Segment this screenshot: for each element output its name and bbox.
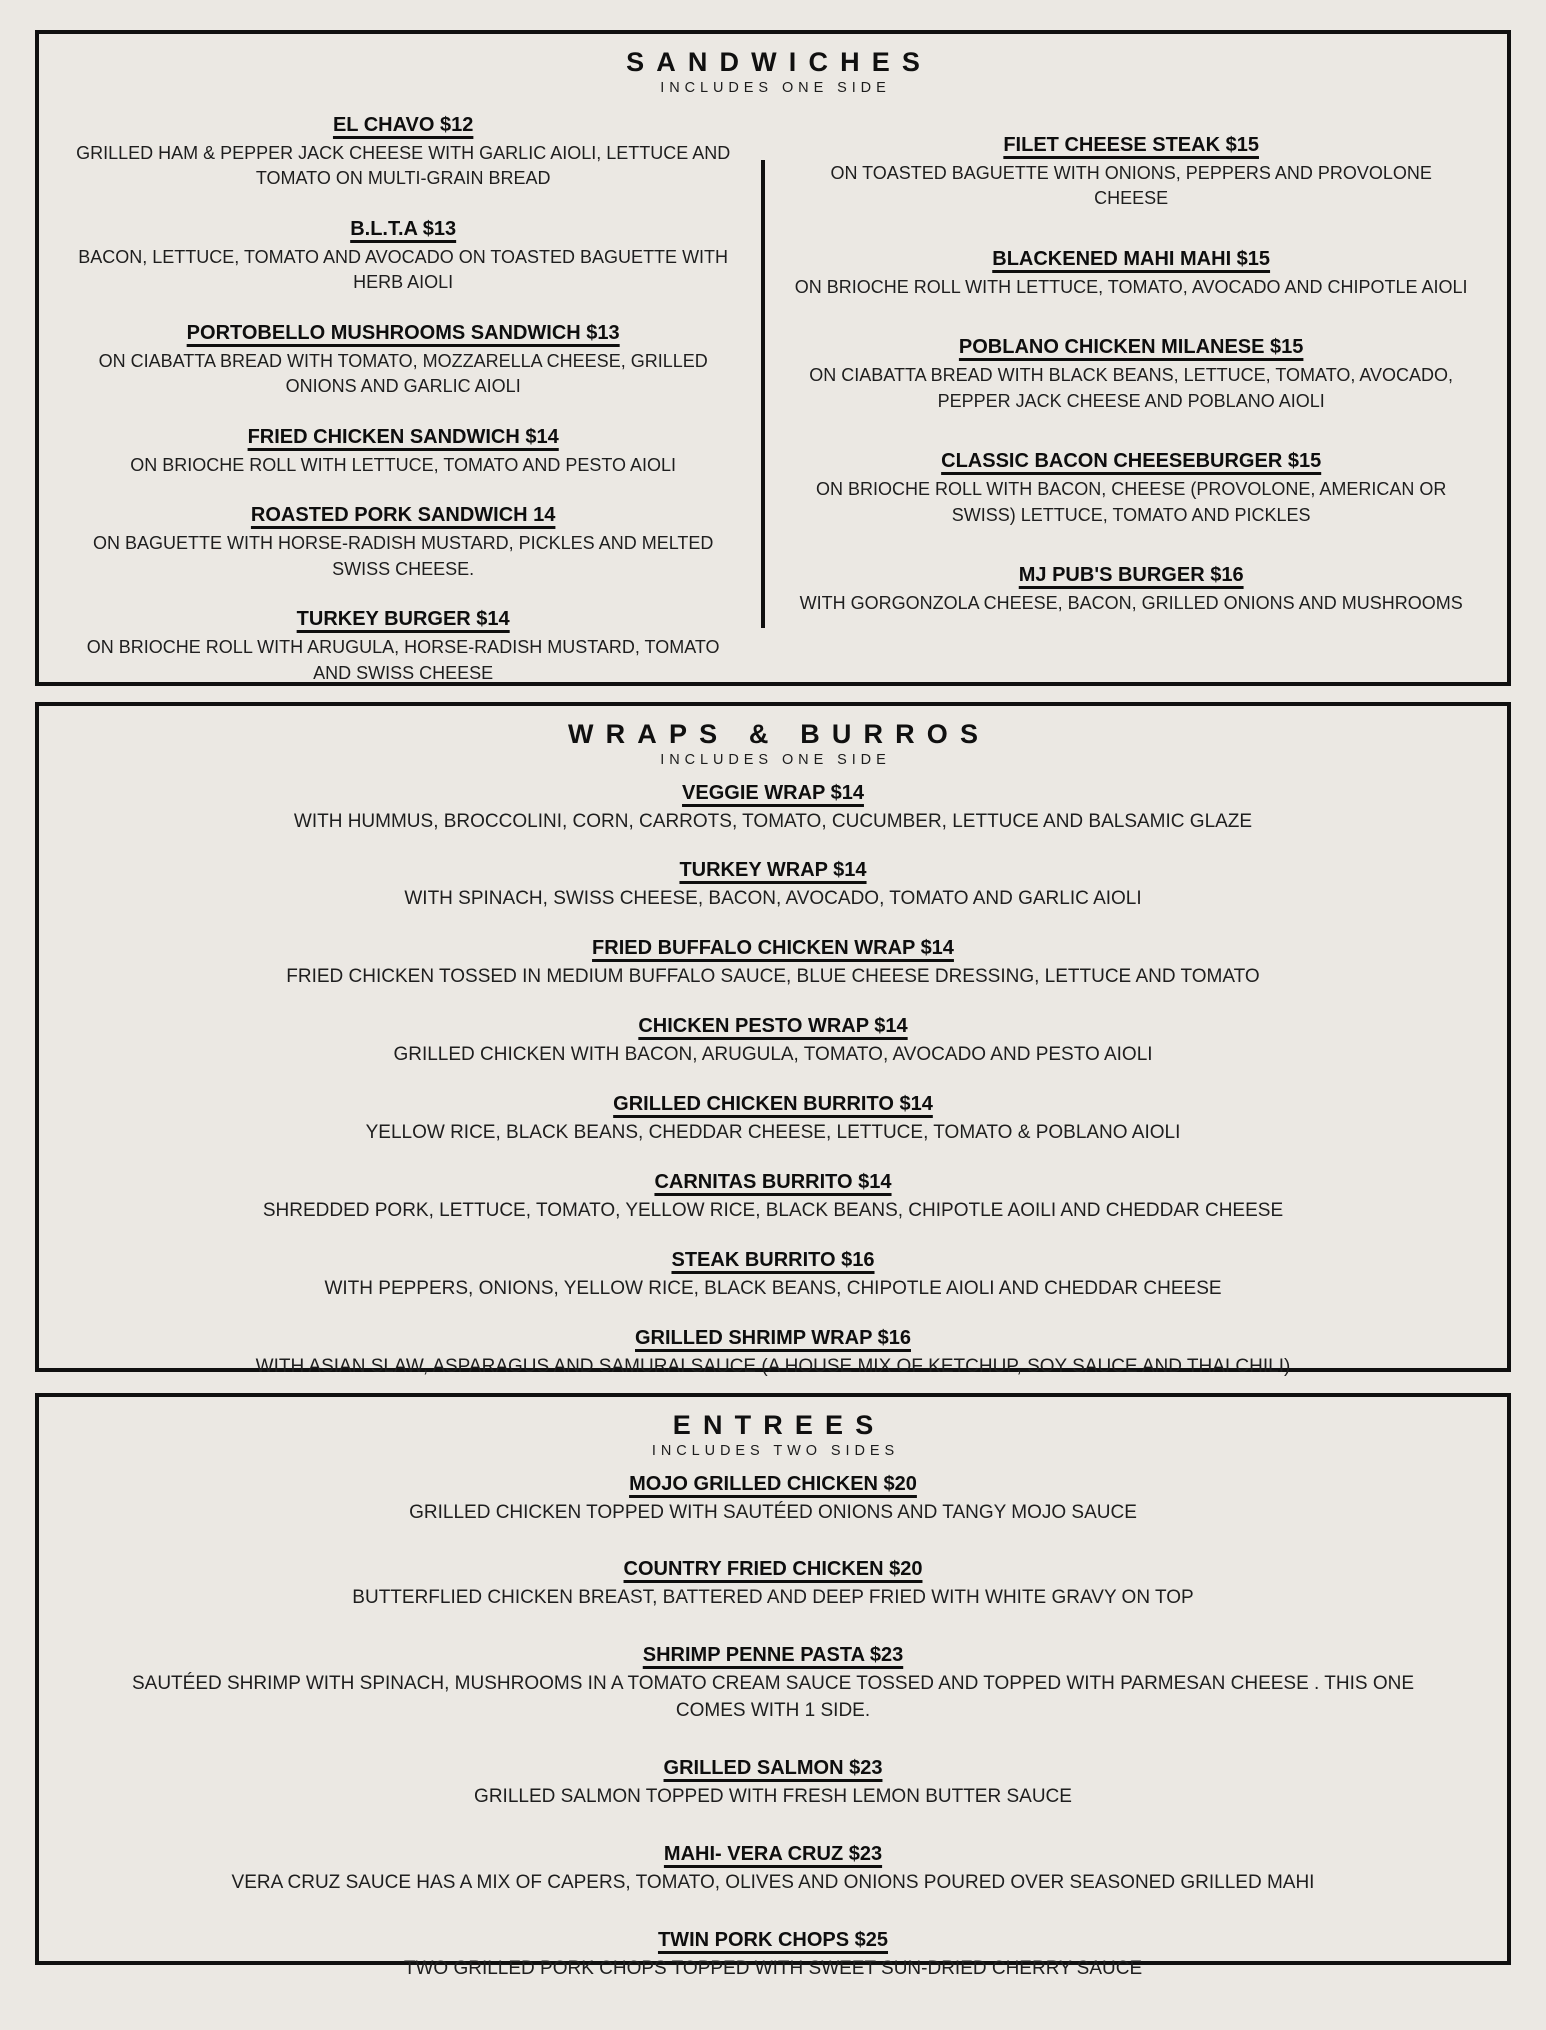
sandwiches-left-column xyxy=(45,108,761,711)
menu-item-title: B.L.T.A $13 xyxy=(350,217,457,240)
menu-item-chicken-pesto-wrap xyxy=(69,1013,1477,1069)
menu-item-carnitas-burrito xyxy=(69,1169,1477,1225)
entrees-title: ENTREES xyxy=(672,1410,886,1440)
menu-item-blackened-mahi-mahi xyxy=(791,246,1471,301)
menu-item-shrimp-penne-pasta xyxy=(69,1642,1477,1725)
wraps-burros-subtitle: INCLUDES ONE SIDE xyxy=(660,752,891,769)
menu-item-mj-pubs-burger xyxy=(791,562,1471,617)
entrees-section xyxy=(35,1393,1511,1980)
menu-item-title: POBLANO CHICKEN MILANESE $15 xyxy=(958,336,1304,359)
menu-item-grilled-salmon xyxy=(69,1755,1477,1811)
wraps-burros-title: WRAPS & BURROS xyxy=(568,719,991,749)
menu-item-description: GRILLED SALMON TOPPED WITH FRESH LEMON BUTTER SAUCE xyxy=(474,1786,1072,1808)
menu-item-title: TURKEY BURGER $14 xyxy=(296,608,510,631)
menu-item-title: CLASSIC BACON CHEESEBURGER $15 xyxy=(941,450,1322,473)
menu-item-description: GRILLED CHICKEN TOPPED WITH SAUTÉED ONIONS AND TANGY MOJO SAUCE xyxy=(409,1501,1137,1523)
menu-item-classic-bacon-cheeseburger xyxy=(791,448,1471,528)
menu-item-description: ON BRIOCHE ROLL WITH BACON, CHEESE (PROVOLONE, AMERICAN OR SWISS) LETTUCE, TOMATO AND PICKLES xyxy=(815,479,1447,525)
menu-item-title: FRIED BUFFALO CHICKEN WRAP $14 xyxy=(592,937,954,960)
menu-item-description: VERA CRUZ SAUCE HAS A MIX OF CAPERS, TOMATO, OLIVES AND ONIONS POURED OVER SEASONED GRILLED MAHI xyxy=(231,1872,1315,1894)
menu-item-description: GRILLED HAM & PEPPER JACK CHEESE WITH GARLIC AIOLI, LETTUCE AND TOMATO ON MULTI-GRAIN BREAD xyxy=(76,142,731,189)
menu-item-description: GRILLED CHICKEN WITH BACON, ARUGULA, TOMATO, AVOCADO AND PESTO AIOLI xyxy=(393,1044,1153,1066)
menu-item-title: GRILLED SALMON $23 xyxy=(663,1757,883,1780)
menu-item-fried-buffalo-chicken-wrap xyxy=(69,935,1477,991)
menu-item-description: WITH SPINACH, SWISS CHEESE, BACON, AVOCADO, TOMATO AND GARLIC AIOLI xyxy=(404,888,1142,910)
menu-item-description: BACON, LETTUCE, TOMATO AND AVOCADO ON TOASTED BAGUETTE WITH HERB AIOLI xyxy=(78,246,729,293)
sandwiches-columns xyxy=(45,108,1501,711)
menu-item-twin-pork-chops xyxy=(69,1927,1477,1983)
menu-item-title: MOJO GRILLED CHICKEN $20 xyxy=(629,1472,917,1495)
menu-item-title: BLACKENED MAHI MAHI $15 xyxy=(992,247,1271,270)
menu-item-description: ON BAGUETTE WITH HORSE-RADISH MUSTARD, PICKLES AND MELTED SWISS CHEESE. xyxy=(92,533,714,579)
menu-item-fried-chicken-sandwich xyxy=(71,424,735,479)
menu-item-poblano-chicken-milanese xyxy=(791,334,1471,414)
menu-item-description: ON BRIOCHE ROLL WITH LETTUCE, TOMATO, AVOCADO AND CHIPOTLE AIOLI xyxy=(794,276,1468,297)
sandwiches-title: SANDWICHES xyxy=(626,47,933,77)
menu-item-title: EL CHAVO $12 xyxy=(332,113,474,136)
menu-item-title: FILET CHEESE STEAK $15 xyxy=(1003,133,1259,156)
menu-item-title: MAHI- VERA CRUZ $23 xyxy=(663,1843,883,1866)
menu-item-grilled-chicken-burrito xyxy=(69,1091,1477,1147)
menu-item-description: FRIED CHICKEN TOSSED IN MEDIUM BUFFALO SAUCE, BLUE CHEESE DRESSING, LETTUCE AND TOMATO xyxy=(286,966,1260,988)
menu-item-grilled-shrimp-wrap xyxy=(69,1325,1477,1381)
menu-item-title: VEGGIE WRAP $14 xyxy=(682,781,864,804)
menu-item-title: STEAK BURRITO $16 xyxy=(671,1249,875,1272)
menu-item-filet-cheese-steak xyxy=(791,132,1471,212)
menu-item-el-chavo xyxy=(71,112,735,192)
menu-item-turkey-burger xyxy=(71,606,735,686)
menu-item-mojo-grilled-chicken xyxy=(69,1471,1477,1527)
menu-item-title: ROASTED PORK SANDWICH 14 xyxy=(250,504,556,527)
menu-item-description: SHREDDED PORK, LETTUCE, TOMATO, YELLOW RICE, BLACK BEANS, CHIPOTLE AOILI AND CHEDDAR CHEESE xyxy=(262,1200,1284,1222)
menu-item-description: ON CIABATTA BREAD WITH TOMATO, MOZZARELLA CHEESE, GRILLED ONIONS AND GARLIC AIOLI xyxy=(98,350,708,397)
sandwiches-subtitle: INCLUDES ONE SIDE xyxy=(660,80,891,97)
menu-item-title: CARNITAS BURRITO $14 xyxy=(654,1171,892,1194)
menu-item-description: SAUTÉED SHRIMP WITH SPINACH, MUSHROOMS IN A TOMATO CREAM SAUCE TOSSED AND TOPPED WITH PARMESAN CHEESE . THIS ONE COMES WITH 1 SIDE. xyxy=(131,1673,1415,1722)
sandwiches-section xyxy=(35,30,1511,686)
menu-item-title: COUNTRY FRIED CHICKEN $20 xyxy=(623,1558,923,1581)
menu-item-description: WITH ASIAN SLAW, ASPARAGUS AND SAMURAI SAUCE (A HOUSE MIX OF KETCHUP, SOY SAUCE AND THAI CHILI) xyxy=(255,1356,1291,1378)
menu-item-roasted-pork-sandwich xyxy=(71,502,735,582)
menu-item-country-fried-chicken xyxy=(69,1556,1477,1612)
menu-item-title: CHICKEN PESTO WRAP $14 xyxy=(638,1015,908,1038)
menu-item-title: TWIN PORK CHOPS $25 xyxy=(657,1929,889,1952)
menu-item-title: MJ PUB'S BURGER $16 xyxy=(1018,564,1244,587)
sandwiches-right-column xyxy=(761,108,1501,651)
entrees-subtitle: INCLUDES TWO SIDES xyxy=(651,1443,900,1460)
menu-item-description: ON CIABATTA BREAD WITH BLACK BEANS, LETTUCE, TOMATO, AVOCADO, PEPPER JACK CHEESE AND POBLANO AIOLI xyxy=(809,365,1454,411)
column-divider xyxy=(761,160,765,628)
menu-item-description: BUTTERFLIED CHICKEN BREAST, BATTERED AND DEEP FRIED WITH WHITE GRAVY ON TOP xyxy=(352,1587,1194,1609)
menu-item-description: TWO GRILLED PORK CHOPS TOPPED WITH SWEET SUN-DRIED CHERRY SAUCE xyxy=(403,1958,1143,1980)
menu-item-blta xyxy=(71,216,735,296)
menu-item-title: TURKEY WRAP $14 xyxy=(679,859,867,882)
menu-item-title: SHRIMP PENNE PASTA $23 xyxy=(642,1644,904,1667)
menu-item-title: PORTOBELLO MUSHROOMS SANDWICH $13 xyxy=(186,321,620,344)
menu-item-description: ON TOASTED BAGUETTE WITH ONIONS, PEPPERS AND PROVOLONE CHEESE xyxy=(830,162,1432,209)
menu-item-description: WITH HUMMUS, BROCCOLINI, CORN, CARROTS, TOMATO, CUCUMBER, LETTUCE AND BALSAMIC GLAZE xyxy=(293,810,1253,832)
menu-item-description: WITH GORGONZOLA CHEESE, BACON, GRILLED ONIONS AND MUSHROOMS xyxy=(799,593,1463,614)
menu-item-title: GRILLED SHRIMP WRAP $16 xyxy=(635,1327,911,1350)
menu-item-steak-burrito xyxy=(69,1247,1477,1303)
menu-item-description: WITH PEPPERS, ONIONS, YELLOW RICE, BLACK BEANS, CHIPOTLE AIOLI AND CHEDDAR CHEESE xyxy=(324,1278,1222,1300)
menu-item-description: YELLOW RICE, BLACK BEANS, CHEDDAR CHEESE, LETTUCE, TOMATO & POBLANO AIOLI xyxy=(365,1122,1181,1144)
menu-item-description: ON BRIOCHE ROLL WITH ARUGULA, HORSE-RADISH MUSTARD, TOMATO AND SWISS CHEESE xyxy=(86,637,720,683)
menu-item-turkey-wrap xyxy=(69,857,1477,913)
menu-item-description: ON BRIOCHE ROLL WITH LETTUCE, TOMATO AND PESTO AIOLI xyxy=(130,454,677,475)
menu-item-title: GRILLED CHICKEN BURRITO $14 xyxy=(613,1093,933,1116)
menu-item-portobello-mushrooms-sandwich xyxy=(71,320,735,400)
menu-item-mahi-vera-cruz xyxy=(69,1841,1477,1897)
wraps-burros-section xyxy=(35,702,1511,1378)
menu-item-veggie-wrap xyxy=(69,780,1477,836)
menu-item-title: FRIED CHICKEN SANDWICH $14 xyxy=(247,425,559,448)
